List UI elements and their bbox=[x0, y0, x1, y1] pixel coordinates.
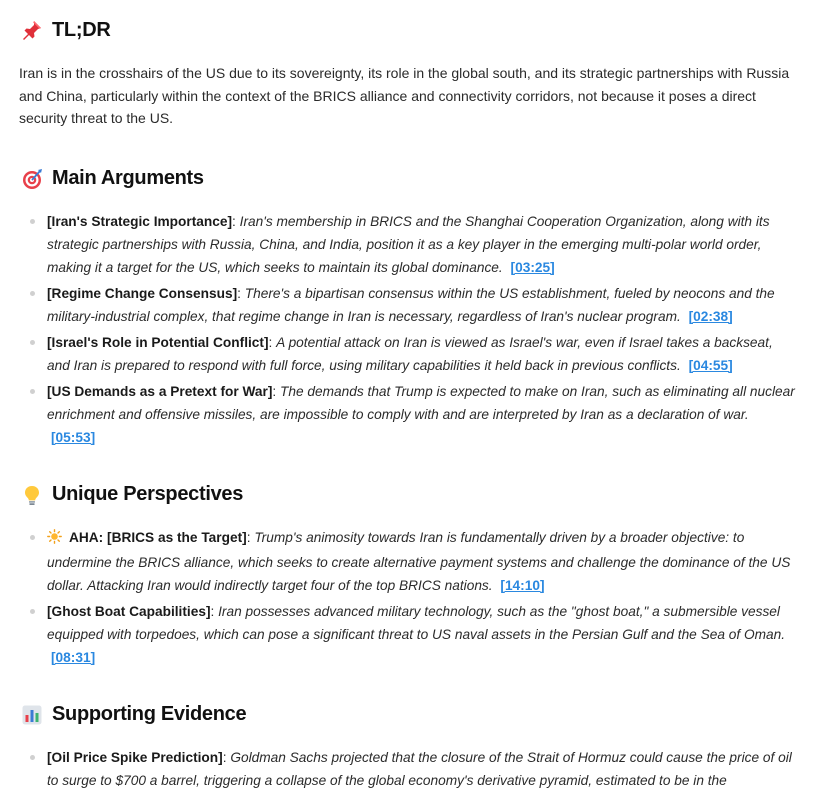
lightbulb-icon bbox=[21, 484, 43, 506]
pushpin-icon bbox=[21, 19, 43, 41]
item-title: [Regime Change Consensus] bbox=[47, 285, 238, 301]
item-body: Trump's animosity towards Iran is fundamentally driven by a broader objective: to undermine the BRICS alliance, which seeks to create alternative payment systems and challenge the dominance of the US dollar. Attacking Iran would indirectly target four of the top BRICS nations. bbox=[47, 529, 791, 593]
item-body: Iran's membership in BRICS and the Shanghai Cooperation Organization, along with its strategic partnerships with Russia, China, and India, position it as a key player in the emerging multi-polar world order, making it a target for the US, which seeks to maintain its global dominance. bbox=[47, 213, 770, 275]
item-body: Goldman Sachs projected that the closure of the Strait of Hormuz could cause the price of oil to surge to $700 a barrel, triggering a collapse of the global economy's derivative pyramid, estimated to be in the bbox=[47, 749, 792, 788]
timestamp-link[interactable]: [03:25] bbox=[510, 259, 555, 275]
list-item: [Israel's Role in Potential Conflict]: A potential attack on Iran is viewed as Israel's war, even if Israel takes a backseat, and Iran is prepared to respond with full force, using military capabilities it held back in previous conflicts. [04:55] bbox=[19, 331, 799, 377]
timestamp-link[interactable]: [04:55] bbox=[688, 357, 733, 373]
item-title: [US Demands as a Pretext for War] bbox=[47, 383, 273, 399]
timestamp-link[interactable]: [14:10] bbox=[500, 577, 545, 593]
item-body: A potential attack on Iran is viewed as Israel's war, even if Israel takes a backseat, and Iran is prepared to respond with full force, using military capabilities it held back in previous conflicts. bbox=[47, 334, 773, 373]
tldr-heading bbox=[19, 17, 799, 43]
sun-icon bbox=[47, 528, 62, 551]
supporting-evidence-heading bbox=[19, 702, 799, 728]
bar-chart-icon bbox=[21, 704, 43, 726]
timestamp-link[interactable]: [02:38] bbox=[688, 308, 733, 324]
list-item: AHA: [BRICS as the Target]: Trump's animosity towards Iran is fundamentally driven by a broader objective: to undermine the BRICS alliance, which seeks to create alternative payment systems and challenge the dominance of the US dollar. Attacking Iran would indirectly target four of the top BRICS nations. [14:10] bbox=[19, 526, 799, 597]
tldr-title: TL;DR bbox=[52, 18, 111, 41]
item-title: [Israel's Role in Potential Conflict] bbox=[47, 334, 269, 350]
main-arguments-list bbox=[19, 210, 799, 449]
tldr-text: Iran is in the crosshairs of the US due to its sovereignty, its role in the global south, and its strategic partnerships with Russia and China, particularly within the context of the BRICS alliance and connectivity corridors, not because it poses a direct security threat to the US. bbox=[19, 65, 790, 126]
main-arguments-title: Main Arguments bbox=[52, 167, 204, 189]
item-body: There's a bipartisan consensus within the US establishment, fueled by neocons and the military-industrial complex, that regime change in Iran is necessary, regardless of Iran's nuclear program. bbox=[47, 285, 775, 324]
item-body: The demands that Trump is expected to make on Iran, such as eliminating all nuclear enrichment and offensive missiles, are impossible to comply with and are interpreted by Iran as a declaration of war. bbox=[47, 383, 795, 422]
list-item: [Oil Price Spike Prediction]: Goldman Sachs projected that the closure of the Strait of Hormuz could cause the price of oil to surge to $700 a barrel, triggering a collapse of the global economy's derivative pyramid, estimated to be in the bbox=[19, 746, 799, 792]
list-item: [US Demands as a Pretext for War]: The demands that Trump is expected to make on Iran, such as eliminating all nuclear enrichment and offensive missiles, are impossible to comply with and are interpreted by Iran as a declaration of war. [05:53] bbox=[19, 380, 799, 449]
item-title: [Oil Price Spike Prediction] bbox=[47, 749, 223, 765]
unique-perspectives-title: Unique Perspectives bbox=[52, 483, 244, 505]
unique-perspectives-list bbox=[19, 526, 799, 669]
item-title: [Ghost Boat Capabilities] bbox=[47, 603, 211, 619]
main-arguments-heading bbox=[19, 166, 799, 192]
timestamp-link[interactable]: [05:53] bbox=[51, 429, 96, 445]
item-body: Iran possesses advanced military technology, such as the "ghost boat," a submersible vessel equipped with torpedoes, which can pose a significant threat to US naval assets in the Persian Gulf and the Sea of Oman. bbox=[47, 603, 786, 642]
item-title: AHA: [BRICS as the Target] bbox=[69, 529, 247, 545]
supporting-evidence-list bbox=[19, 746, 799, 792]
unique-perspectives-heading bbox=[19, 482, 799, 508]
list-item: [Iran's Strategic Importance]: Iran's membership in BRICS and the Shanghai Cooperation Organization, along with its strategic partnerships with Russia, China, and India, position it as a key player in the emerging multi-polar world order, making it a target for the US, which seeks to maintain its global dominance. [03:25] bbox=[19, 210, 799, 279]
item-title: [Iran's Strategic Importance] bbox=[47, 213, 233, 229]
list-item: [Ghost Boat Capabilities]: Iran possesses advanced military technology, such as the "ghost boat," a submersible vessel equipped with torpedoes, which can pose a significant threat to US naval assets in the Persian Gulf and the Sea of Oman. [08:31] bbox=[19, 600, 799, 669]
target-icon bbox=[21, 168, 43, 190]
supporting-evidence-title: Supporting Evidence bbox=[52, 703, 247, 725]
timestamp-link[interactable]: [08:31] bbox=[51, 649, 96, 665]
summary-document bbox=[19, 0, 799, 795]
list-item: [Regime Change Consensus]: There's a bipartisan consensus within the US establishment, fueled by neocons and the military-industrial complex, that regime change in Iran is necessary, regardless of Iran's nuclear program. [02:38] bbox=[19, 282, 799, 328]
